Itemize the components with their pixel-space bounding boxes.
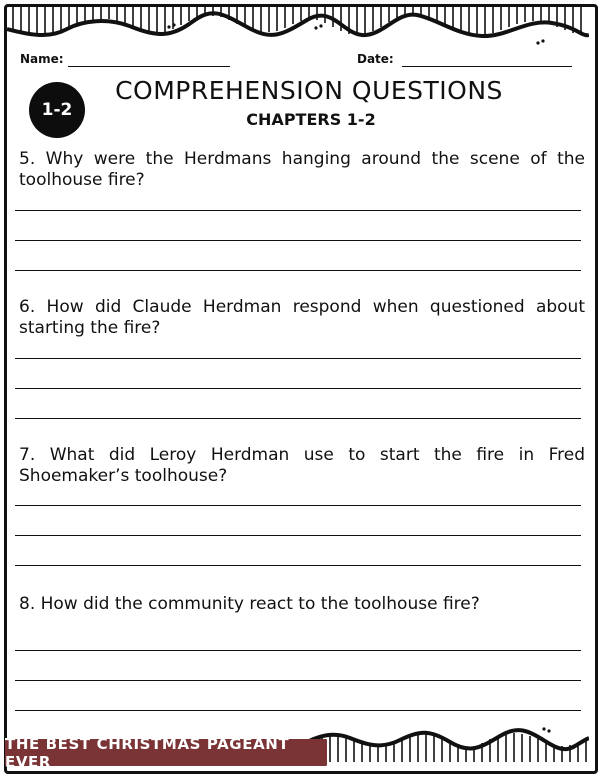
- date-line[interactable]: [402, 66, 572, 67]
- date-label: Date:: [357, 52, 394, 66]
- answer-line[interactable]: [15, 565, 581, 566]
- answer-line[interactable]: [15, 710, 581, 711]
- answer-line[interactable]: [15, 240, 581, 241]
- bottom-wave-decoration: [300, 726, 589, 762]
- name-line[interactable]: [68, 66, 230, 67]
- footer-title-banner: THE BEST CHRISTMAS PAGEANT EVER: [5, 739, 327, 766]
- answer-line[interactable]: [15, 535, 581, 536]
- answer-line[interactable]: [15, 650, 581, 651]
- name-label: Name:: [20, 52, 64, 66]
- answer-line[interactable]: [15, 418, 581, 419]
- page-subtitle: [0, 110, 600, 129]
- question-8: 8. How did the community react to the toolhouse fire?: [19, 594, 480, 614]
- answer-line[interactable]: [15, 388, 581, 389]
- answer-line[interactable]: [15, 270, 581, 271]
- page-title-text: COMPREHENSION QUESTIONS: [115, 76, 503, 105]
- answer-line[interactable]: [15, 505, 581, 506]
- question-5: 5. Why were the Herdmans hanging around the scene of the toolhouse fire?: [19, 149, 585, 190]
- answer-line[interactable]: [15, 358, 581, 359]
- answer-line[interactable]: [15, 210, 581, 211]
- page-subtitle-text: CHAPTERS 1-2: [246, 110, 376, 129]
- top-wave-decoration: [7, 7, 589, 47]
- question-7: 7. What did Leroy Herdman use to start the fire in Fred Shoemaker’s toolhouse?: [19, 445, 585, 486]
- answer-line[interactable]: [15, 680, 581, 681]
- chapter-badge: 1-2: [29, 82, 85, 138]
- question-6: 6. How did Claude Herdman respond when questioned about starting the fire?: [19, 297, 585, 338]
- page-title: [0, 76, 600, 105]
